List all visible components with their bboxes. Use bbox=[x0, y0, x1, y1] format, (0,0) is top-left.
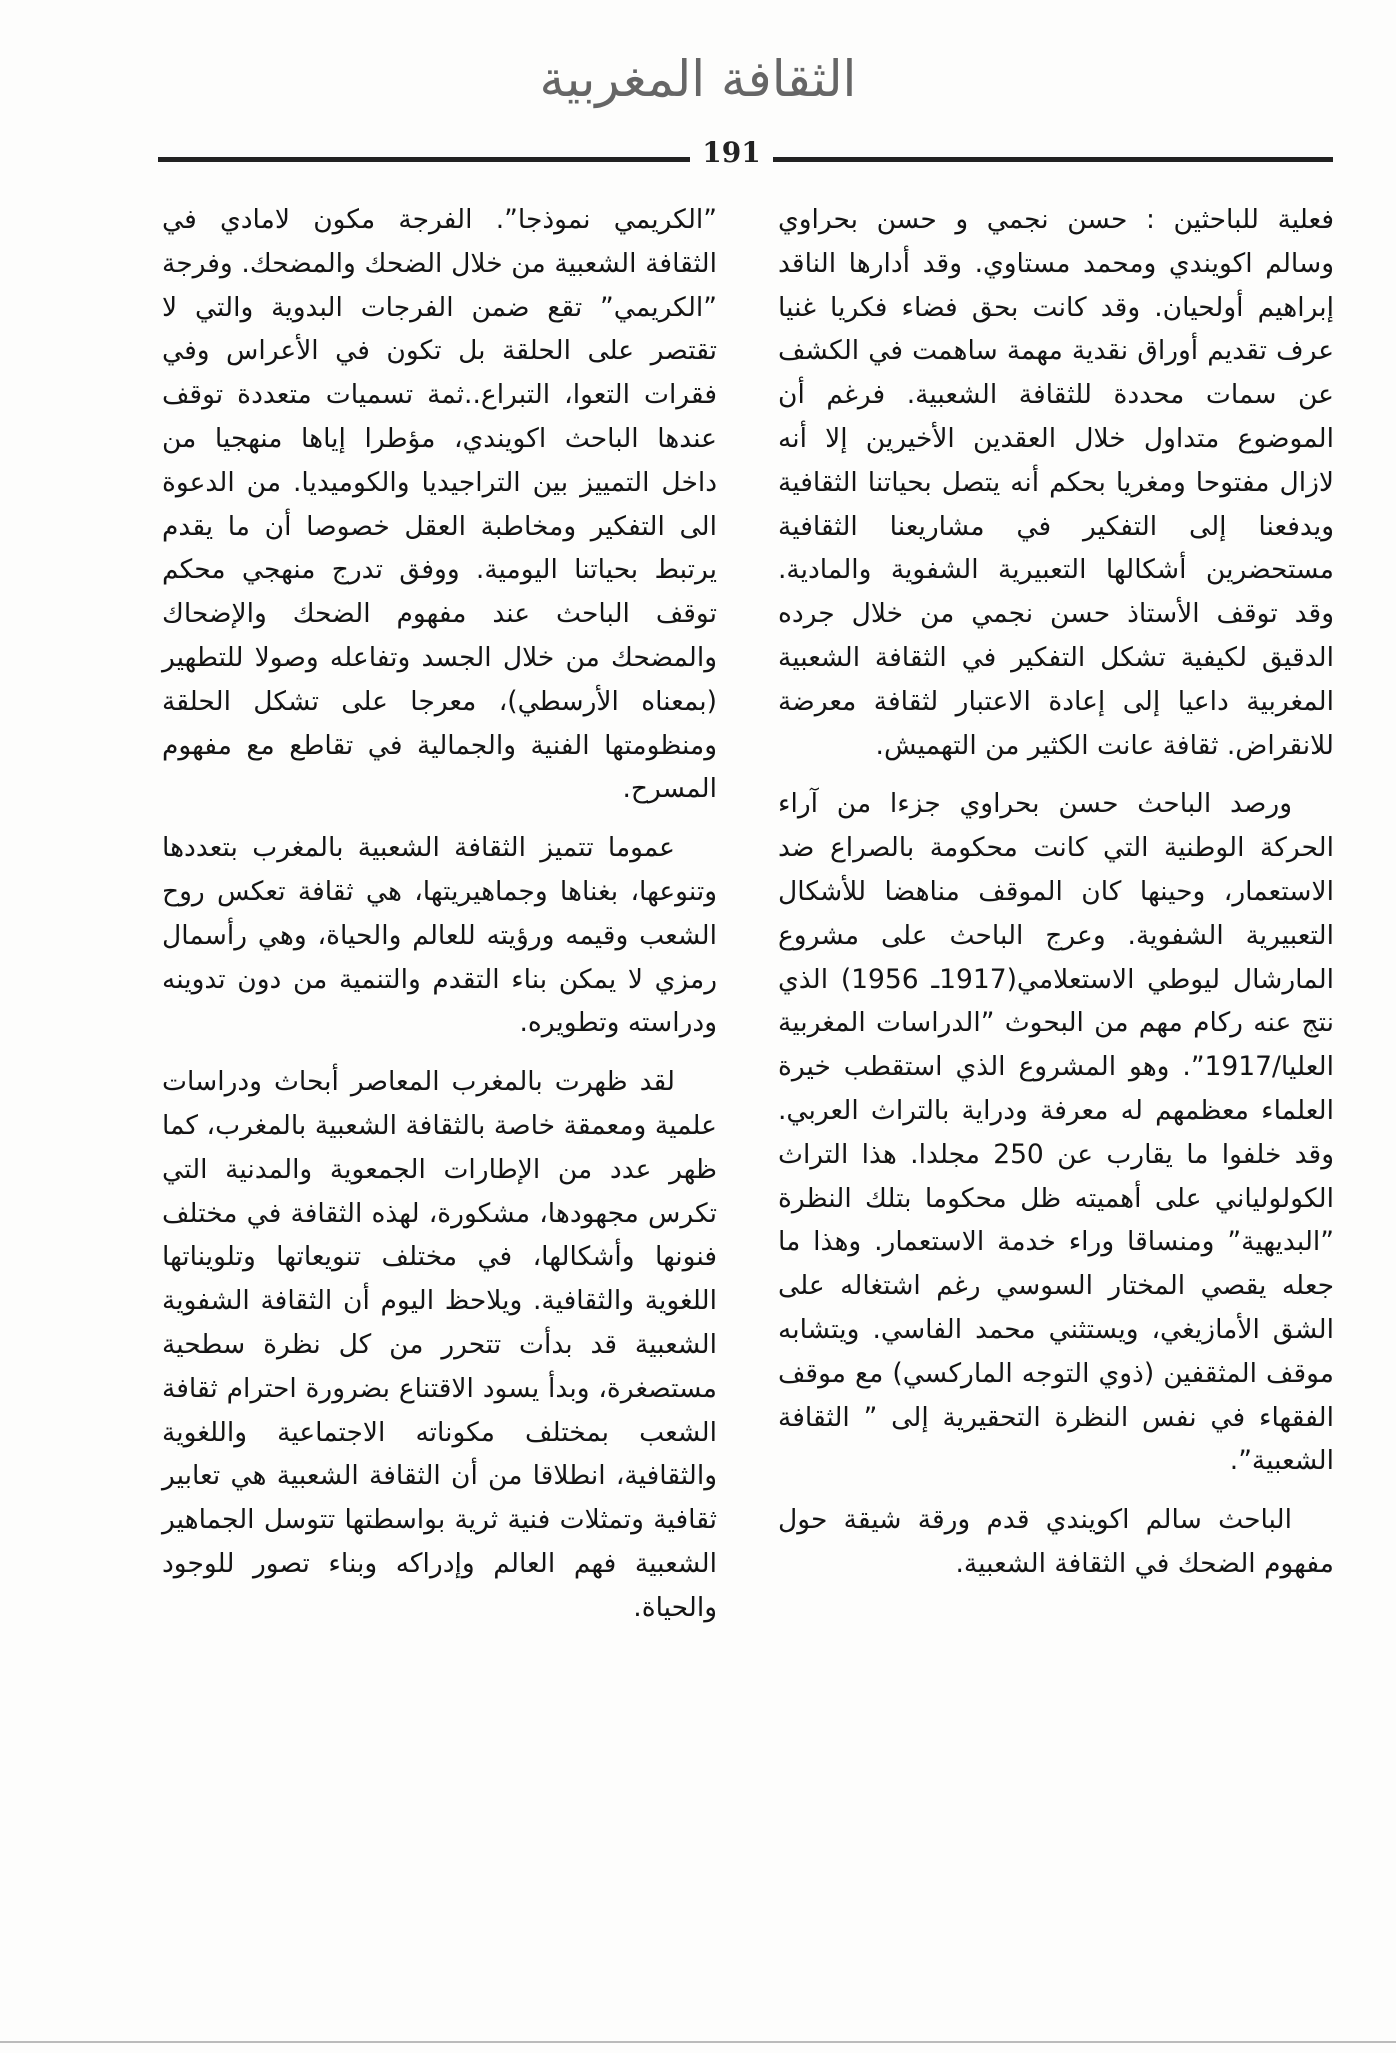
paragraph: عموما تتميز الثقافة الشعبية بالمغرب بتعددها وتنوعها، بغناها وجماهيريتها، هي ثقافة تعكس روح الشعب وقيمه ورؤيته للعالم والحياة، وهي رأسمال رمزي لا يمكن بناء التقدم والتنمية من دون تدوينه ودراسته وتطويره. bbox=[162, 832, 717, 1039]
header-rule-right bbox=[773, 157, 1333, 162]
scan-bottom-edge bbox=[0, 2041, 1396, 2043]
paragraph: لقد ظهرت بالمغرب المعاصر أبحاث ودراسات علمية ومعمقة خاصة بالثقافة الشعبية بالمغرب، كما ظهر عدد من الإطارات الجمعوية والمدنية التي تكرس مجهودها، مشكورة، لهذه الثقافة في مختلف فنونها وأشكالها، في مختلف تنويعاتها وتلويناتها اللغوية والثقافية. ويلاحظ اليوم أن الثقافة الشفوية الشعبية قد بدأت تتحرر من كل نظرة سطحية مستصغرة، وبدأ يسود الاقتناع بضرورة احترام ثقافة الشعب بمختلف مكوناته الاجتماعية واللغوية والثقافية، انطلاقا من أن الثقافة الشعبية هي تعابير ثقافية وتمثلات فنية ثرية بواسطتها تتوسل الجماهير الشعبية فهم العالم وإدراكه وبناء تصور للوجود والحياة. bbox=[162, 1066, 717, 1623]
page-number: 191 bbox=[702, 136, 761, 169]
paragraph: ”الكريمي نموذجا”. الفرجة مكون لامادي في الثقافة الشعبية من خلال الضحك والمضحك. وفرجة ”الكريمي” تقع ضمن الفرجات البدوية والتي لا تقتصر على الحلقة بل تكون في الأعراس وفي فقرات التعوا، التبراع..ثمة تسميات متعددة توقف عندها الباحث اكويندي، مؤطرا إياها منهجيا من داخل التمييز بين التراجيديا والكوميديا. من الدعوة الى التفكير ومخاطبة العقل خصوصا أن ما يقدم يرتبط بحياتنا اليومية. ووفق تدرج منهجي محكم توقف الباحث عند مفهوم الضحك والإضحاك والمضحك من خلال الجسد وتفاعله وصولا للتطهير (بمعناه الأرسطي)، معرجا على تشكل الحلقة ومنظومتها الفنية والجمالية في تقاطع مع مفهوم المسرح. bbox=[162, 204, 717, 805]
right-text-column bbox=[778, 198, 1334, 1586]
paragraph: الباحث سالم اكويندي قدم ورقة شيقة حول مفهوم الضحك في الثقافة الشعبية. bbox=[778, 1504, 1334, 1579]
journal-title: الثقافة المغربية bbox=[539, 50, 857, 108]
paragraph: فعلية للباحثين : حسن نجمي و حسن بحراوي وسالم اكويندي ومحمد مستاوي. وقد أدارها الناقد إبراهيم أولحيان. وقد كانت بحق فضاء فكريا غنيا عرف تقديم أوراق نقدية مهمة ساهمت في الكشف عن سمات محددة للثقافة الشعبية. فرغم أن الموضوع متداول خلال العقدين الأخيرين إلا أنه لازال مفتوحا ومغريا بحكم أنه يتصل بحياتنا الثقافية ويدفعنا إلى التفكير في مشاريعنا الثقافية مستحضرين أشكالها التعبيرية الشفوية والمادية. وقد توقف الأستاذ حسن نجمي من خلال جرده الدقيق لكيفية تشكل التفكير في الثقافة الشعبية المغربية داعيا إلى إعادة الاعتبار لثقافة معرضة للانقراض. ثقافة عانت الكثير من التهميش. bbox=[778, 204, 1334, 761]
paragraph: ورصد الباحث حسن بحراوي جزءا من آراء الحركة الوطنية التي كانت محكومة بالصراع ضد الاستعمار، وحينها كان الموقف مناهضا للأشكال التعبيرية الشفوية. وعرج الباحث على مشروع المارشال ليوطي الاستعلامي(1917ـ 1956) الذي نتج عنه ركام مهم من البحوث ”الدراسات المغربية العليا/1917”. وهو المشروع الذي استقطب خيرة العلماء معظمهم له معرفة ودراية بالتراث العربي. وقد خلفوا ما يقارب عن 250 مجلدا. هذا التراث الكولولياني على أهميته ظل محكوما بتلك النظرة ”البديهية” ومنساقا وراء خدمة الاستعمار. وهذا ما جعله يقصي المختار السوسي رغم اشتغاله على الشق الأمازيغي، ويستثني محمد الفاسي. ويتشابه موقف المثقفين (ذوي التوجه الماركسي) مع موقف الفقهاء في نفس النظرة التحقيرية إلى ” الثقافة الشعبية”. bbox=[778, 788, 1335, 1477]
header-rule-left bbox=[158, 157, 690, 162]
left-text-column bbox=[162, 198, 717, 1630]
